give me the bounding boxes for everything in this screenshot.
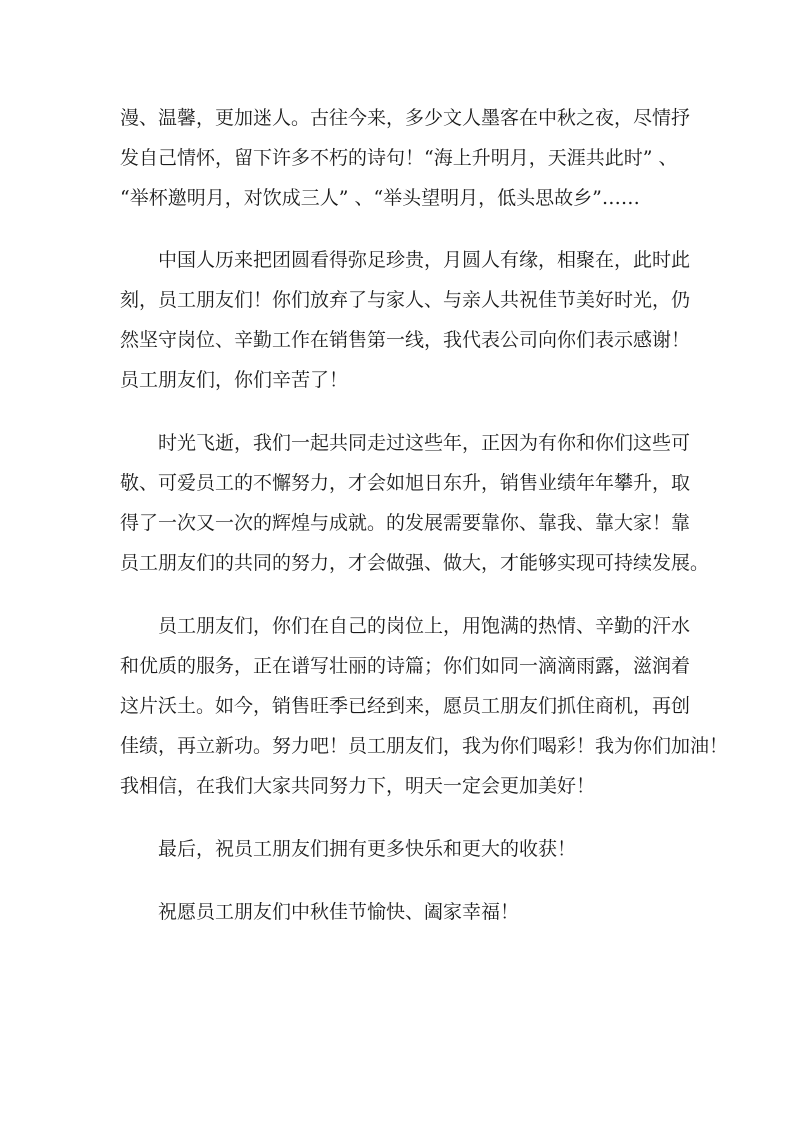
text-line: 得了一次又一次的辉煌与成就。的发展需要靠你、靠我、靠大家！靠 (120, 512, 691, 534)
text-line: 刻，员工朋友们！你们放弃了与家人、与亲人共祝佳节美好时光，仍 (120, 289, 691, 311)
text-line: 我相信，在我们大家共同努力下，明天一定会更加美好！ (120, 775, 596, 797)
text-line: 时光飞逝，我们一起共同走过这些年，正因为有你和你们这些可 (158, 432, 691, 454)
text-line: 发自己情怀，留下许多不朽的诗句！“海上升明月，天涯共此时” 、 (120, 147, 678, 169)
text-line: 祝愿员工朋友们中秋佳节愉快、阖家幸福！ (158, 901, 520, 923)
text-line: 最后，祝员工朋友们拥有更多快乐和更大的收获！ (158, 838, 577, 860)
text-line: 员工朋友们，你们辛苦了！ (120, 369, 349, 391)
text-line: 中国人历来把团圆看得弥足珍贵，月圆人有缘，相聚在，此时此 (158, 249, 691, 271)
text-line: 和优质的服务，正在谱写壮丽的诗篇；你们如同一滴滴雨露，滋润着 (120, 655, 691, 677)
text-line: 然坚守岗位、辛勤工作在销售第一线，我代表公司向你们表示感谢！ (120, 329, 691, 351)
text-line: 员工朋友们的共同的努力，才会做强、做大，才能够实现可持续发展。 (120, 552, 710, 574)
text-line: 漫、温馨，更加迷人。古往今来，多少文人墨客在中秋之夜，尽情抒 (120, 107, 691, 129)
text-line: 这片沃土。如今，销售旺季已经到来，愿员工朋友们抓住商机，再创 (120, 695, 691, 717)
text-line: 佳绩，再立新功。努力吧！员工朋友们，我为你们喝彩！我为你们加油！ (120, 735, 729, 757)
text-line: 敬、可爱员工的不懈努力，才会如旭日东升，销售业绩年年攀升，取 (120, 472, 691, 494)
text-line: “举杯邀明月，对饮成三人” 、“举头望明月，低头思故乡”…… (120, 187, 640, 209)
text-line: 员工朋友们，你们在自己的岗位上，用饱满的热情、辛勤的汗水 (158, 615, 691, 637)
